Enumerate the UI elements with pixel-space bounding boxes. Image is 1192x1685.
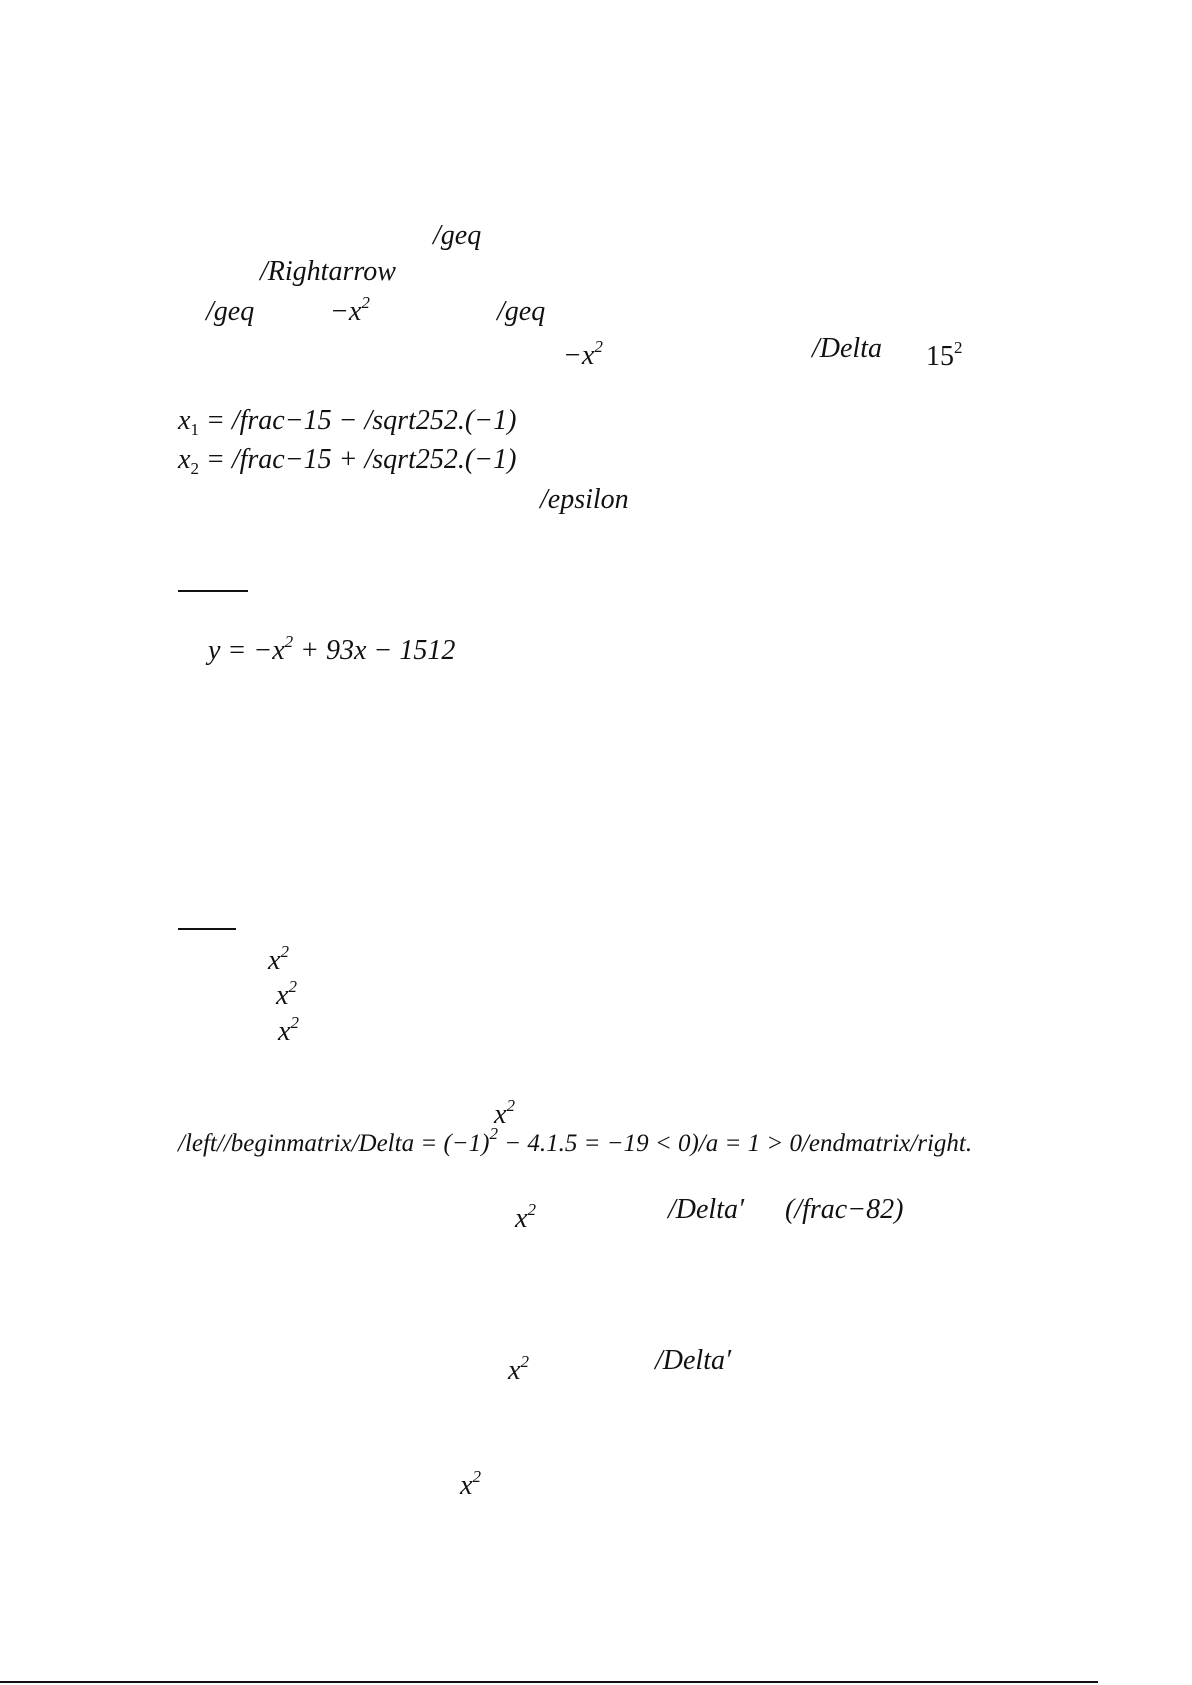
delta-prime-symbol: /Delta′ <box>668 1194 745 1225</box>
x-squared: $x^2$ <box>278 1013 299 1047</box>
footer-rule <box>0 1681 1098 1683</box>
fraction-expression: (/frac−82) <box>785 1194 904 1225</box>
section-underline <box>178 928 236 930</box>
x-squared: $x^2$ <box>508 1352 529 1386</box>
epsilon-symbol: /epsilon <box>540 484 629 515</box>
geq-symbol: /geq <box>206 296 255 327</box>
neg-x-squared: $-x^2$ <box>563 337 603 371</box>
x-squared: $x^2$ <box>276 977 297 1011</box>
x-squared: $x^2$ <box>494 1096 515 1130</box>
fifteen-squared: $15^2$ <box>926 338 963 372</box>
geq-symbol: /geq <box>433 220 482 251</box>
x-squared: $x^2$ <box>268 942 289 976</box>
parabola-equation: $y = -x^2 + 93x - 1512$ <box>208 632 456 666</box>
x-squared: $x^2$ <box>515 1200 536 1234</box>
x-squared: $x^2$ <box>460 1467 481 1501</box>
delta-prime-symbol: /Delta′ <box>655 1345 732 1376</box>
geq-symbol: /geq <box>497 296 546 327</box>
discriminant-system: /left//beginmatrix/Delta = $(-1)^2 - 4.1.5 = -19 < 0)/a = 1$ > 0/endmatrix/right. <box>178 1124 973 1157</box>
root-x1-formula: $x_1$ = /frac−15 − /sqrt252.(−1) <box>178 405 517 439</box>
rightarrow-symbol: /Rightarrow <box>260 256 396 287</box>
root-x2-formula: $x_2$ = /frac−15 + /sqrt252.(−1) <box>178 444 517 478</box>
delta-symbol: /Delta <box>812 333 882 364</box>
neg-x-squared: $-x^2$ <box>330 293 370 327</box>
section-underline <box>178 590 248 592</box>
